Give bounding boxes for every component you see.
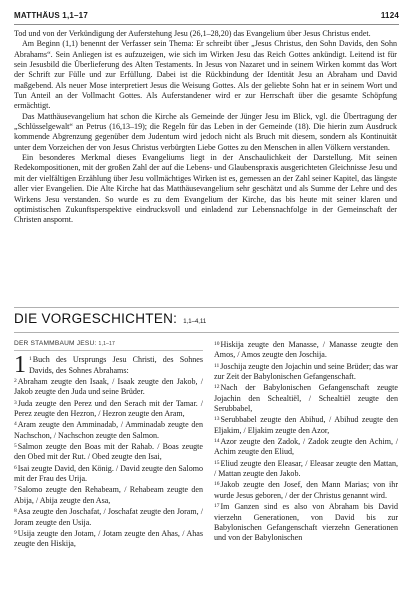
chapter-number: 1 xyxy=(14,352,26,379)
verse-text: Joschija zeugte den Jojachin und seine Brüder; das war zur Zeit der Babylonischen Gefangenschaft. xyxy=(214,361,398,382)
verse xyxy=(214,361,398,383)
section-title: DIE VORGESCHICHTEN: xyxy=(14,311,178,326)
verse-number: 1 xyxy=(29,356,32,363)
subsection-heading xyxy=(14,339,203,351)
verse-text: Asa zeugte den Joschafat, / Joschafat zeugte den Joram, / Joram zeugte den Usija. xyxy=(14,507,203,527)
verse-text: Nach der Babylonischen Gefangenschaft zeugte Jojachin den Schealtiël, / Schealtiël zeugte den Serubbabel, xyxy=(214,383,398,414)
verse-number: 4 xyxy=(14,421,17,428)
verse-number: 9 xyxy=(14,529,17,536)
verse-text: Azor zeugte den Zadok, / Zadok zeugte den Achim, / Achim zeugte den Eliud, xyxy=(214,437,398,457)
verse xyxy=(14,484,203,506)
verse-text: Juda zeugte den Perez und den Serach mit der Tamar. / Perez zeugte den Hezron, / Hezron zeugte den Aram, xyxy=(14,398,203,419)
verse xyxy=(214,458,398,480)
verse xyxy=(14,506,203,528)
section-divider-top xyxy=(14,307,399,308)
text-column-left xyxy=(14,339,203,550)
verse-text: Im Ganzen sind es also von Abraham bis David vierzehn Generationen, von David bis zur Babylonischen Gefangenschaft vierzehn Generationen und von der Babylonischen xyxy=(214,502,398,543)
verse-number: 7 xyxy=(14,486,17,493)
verse-text: Hiskija zeugte den Manasse, / Manasse zeugte den Amos, / Amos zeugte den Joschija. xyxy=(214,340,398,360)
verse xyxy=(214,339,398,361)
verse-number: 16 xyxy=(214,481,220,488)
intro-paragraph: Das Matthäusevangelium hat schon die Kirche als Gemeinde der Jünger Jesu im Blick, vgl. die Übertragung der „Schlüsselgewalt“ an Petrus (16,13–19); die Regeln für das Leben in der Gemeinde (18). Die hierin zum Ausdruck kommende Abgrenzung gegenüber dem Judentum wird jedoch nicht als Bruch mit diesem, sondern als Kontinuität unter dem Vorzeichen der von Jesus Christus verbürgten Liebe Gottes zu den Menschen in allen Völkern verstanden. xyxy=(14,111,397,152)
intro-paragraph: Tod und von der Verkündigung der Auferstehung Jesu (26,1–28,20) das Evangelium über Jesus Christus endet. xyxy=(14,29,371,38)
introduction-text xyxy=(14,29,397,226)
intro-paragraph: Am Beginn (1,1) benennt der Verfasser sein Thema: Er schreibt über „Jesus Christus, den Sohn Davids, den Sohn Abrahams“. Sein Anliegen ist es aufzuzeigen, wie sich im Wirken Jesu das Reich Gottes ankündigt. Leitend ist für sein Jesusbild die Überlieferung des Alten Testaments. In Jesus von Nazaret und in seinem Wirken kommt das Wort der Schrift zur Fülle und zur Erfüllung. Dabei ist die Rückbindung der Identität Jesu an Abraham und David maßgebend. Als neuer Mose interpretiert Jesus die Weisung Gottes. Als der geliebte Sohn hat er in seinem Wort und Tun Anteil an der Vollmacht Gottes. Als Auferstandener wird er zur Herrschaft über die gesamte Schöpfung ermächtigt. xyxy=(14,39,397,111)
subsection-ref: 1,1–17 xyxy=(98,341,115,347)
verse-number: 14 xyxy=(214,438,220,445)
verse-number: 8 xyxy=(14,508,17,515)
verse xyxy=(214,479,398,501)
text-column-right xyxy=(214,339,398,544)
verse-number: 12 xyxy=(214,384,220,391)
verse xyxy=(14,398,203,420)
section-title-ref: 1,1–4,11 xyxy=(183,319,207,325)
verse-number: 13 xyxy=(214,416,220,423)
section-heading xyxy=(14,311,206,326)
verse xyxy=(214,382,398,414)
verse-number: 17 xyxy=(214,503,220,510)
verse-text: Usija zeugte den Jotam, / Jotam zeugte den Ahas, / Ahas zeugte den Hiskija, xyxy=(14,528,203,549)
verse xyxy=(214,414,398,436)
verse xyxy=(214,501,398,543)
verse-text: Buch des Ursprungs Jesu Christi, des Sohnes Davids, des Sohnes Abrahams: xyxy=(29,355,203,375)
verse xyxy=(14,376,203,398)
verse-text: Serubbabel zeugte den Abihud, / Abihud zeugte den Eljakim, / Eljakim zeugte den Azor, xyxy=(214,415,398,435)
verse xyxy=(14,419,203,441)
verse-text: Abraham zeugte den Isaak, / Isaak zeugte den Jakob, / Jakob zeugte den Juda und seine Brüder. xyxy=(14,377,203,397)
verse-text: Jakob zeugte den Josef, den Mann Marias; von ihr wurde Jesus geboren, / der der Christus genannt wird. xyxy=(214,480,398,500)
verse-text: Eliud zeugte den Eleasar, / Eleasar zeugte den Mattan, / Mattan zeugte den Jakob. xyxy=(214,458,398,479)
running-header xyxy=(14,10,399,25)
header-reference: MATTHÄUS 1,1–17 xyxy=(14,11,88,20)
verse-text: Salomo zeugte den Rehabeam, / Rehabeam zeugte den Abija, / Abija zeugte den Asa, xyxy=(14,485,203,505)
intro-paragraph: Ein besonderes Merkmal dieses Evangeliums liegt in der Anschaulichkeit der Darstellung. Mit seinen Redekompositionen, mit der großen Zahl der auf die Lebens- und Glaubenspraxis ausgerichteten Gleichnisse Jesu und mit der vielfältigen Erzählung über Jesu vollmächtiges Wirken ist es, gemessen an der Zahl seiner Kapitel, das längste aller vier Evangelien. Die Alte Kirche hat das Matthäusevangelium sehr geschätzt und als Summe der Lehre und des Wirkens Jesu verstanden. So wurde es zu dem Evangelium der Kirche, das bis heute mit seiner klaren und optimistischen Zukunftsperspektive eindrucksvoll und einladend zur Lebensnachfolge in der Gemeinschaft der Christen anspornt. xyxy=(14,153,397,225)
verse-number: 11 xyxy=(214,362,220,369)
verse-text: Salmon zeugte den Boas mit der Rahab. / Boas zeugte den Obed mit der Rut. / Obed zeugte den Isai, xyxy=(14,442,203,462)
section-divider-bottom xyxy=(14,332,399,333)
page-number: 1124 xyxy=(380,11,399,20)
verse xyxy=(14,528,203,550)
verse-text: Isai zeugte David, den König. / David zeugte den Salomo mit der Frau des Urija. xyxy=(14,463,204,484)
verse xyxy=(214,436,398,458)
verse-number: 5 xyxy=(14,443,17,450)
verse xyxy=(14,463,203,485)
verse xyxy=(14,352,203,379)
verse-number: 15 xyxy=(214,459,220,466)
subsection-title: DER STAMMBAUM JESU: xyxy=(14,340,97,347)
verse-number: 2 xyxy=(14,378,17,385)
verse-number: 10 xyxy=(214,341,220,347)
verse-text: Aram zeugte den Amminadab, / Amminadab zeugte den Nachschon, / Nachschon zeugte den Salmon. xyxy=(14,420,203,440)
verse xyxy=(14,441,203,463)
verse-number: 3 xyxy=(14,399,17,406)
verse-number: 6 xyxy=(14,464,17,471)
